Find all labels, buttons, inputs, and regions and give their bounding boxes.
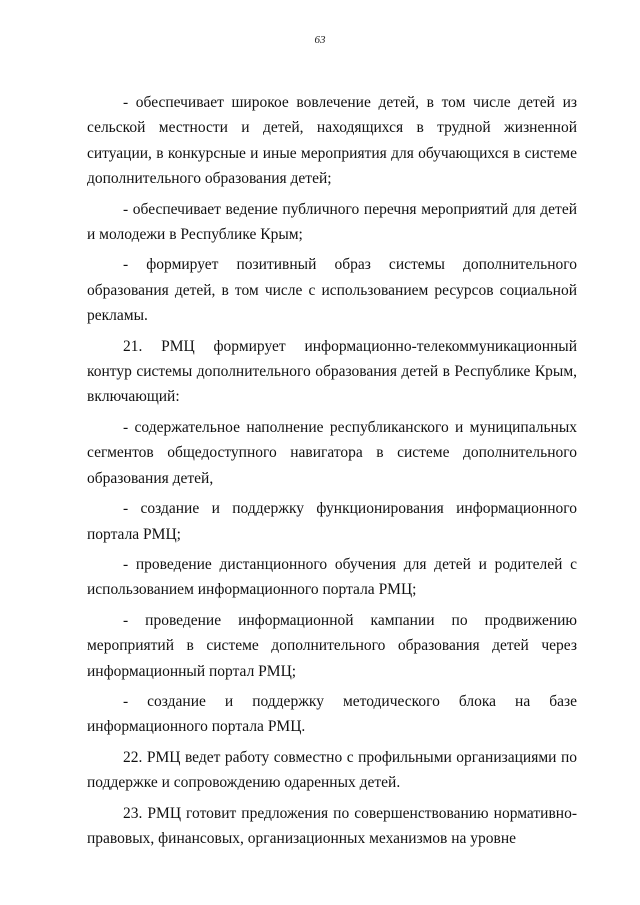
bullet-paragraph: - создание и поддержку методического блока на базе информационного портала РМЦ. — [87, 692, 577, 736]
bullet-paragraph: - проведение дистанционного обучения для детей и родителей с использованием информационного портала РМЦ; — [87, 555, 577, 599]
bullet-paragraph: - формирует позитивный образ системы дополнительного образования детей, в том числе с использованием ресурсов социальной рекламы. — [87, 256, 577, 325]
numbered-paragraph-21: 21. РМЦ формирует информационно-телекоммуникационный контур системы дополнительного образования детей в Республике Крым, включающий: — [87, 337, 577, 406]
numbered-paragraph-23: 23. РМЦ готовит предложения по совершенствованию нормативно-правовых, финансовых, организационных механизмов на уровне — [87, 804, 577, 847]
bullet-paragraph: - обеспечивает ведение публичного перечня мероприятий для детей и молодежи в Республике Крым; — [87, 200, 577, 244]
bullet-paragraph: - содержательное наполнение республиканского и муниципальных сегментов общедоступного навигатора в системе дополнительного образования детей, — [87, 418, 577, 487]
page-number: 63 — [314, 34, 326, 46]
bullet-paragraph: - проведение информационной кампании по продвижению мероприятий в системе дополнительного образования детей через информационный портал РМЦ; — [87, 611, 577, 680]
numbered-paragraph-22: 22. РМЦ ведет работу совместно с профильными организациями по поддержке и сопровождению одаренных детей. — [87, 748, 577, 792]
document-body — [87, 90, 577, 851]
bullet-paragraph: - обеспечивает широкое вовлечение детей, в том числе детей из сельской местности и детей, находящихся в трудной жизненной ситуации, в конкурсные и иные мероприятия для обучающихся в системе дополнительного образования детей; — [87, 94, 577, 188]
bullet-paragraph: - создание и поддержку функционирования информационного портала РМЦ; — [87, 500, 577, 543]
